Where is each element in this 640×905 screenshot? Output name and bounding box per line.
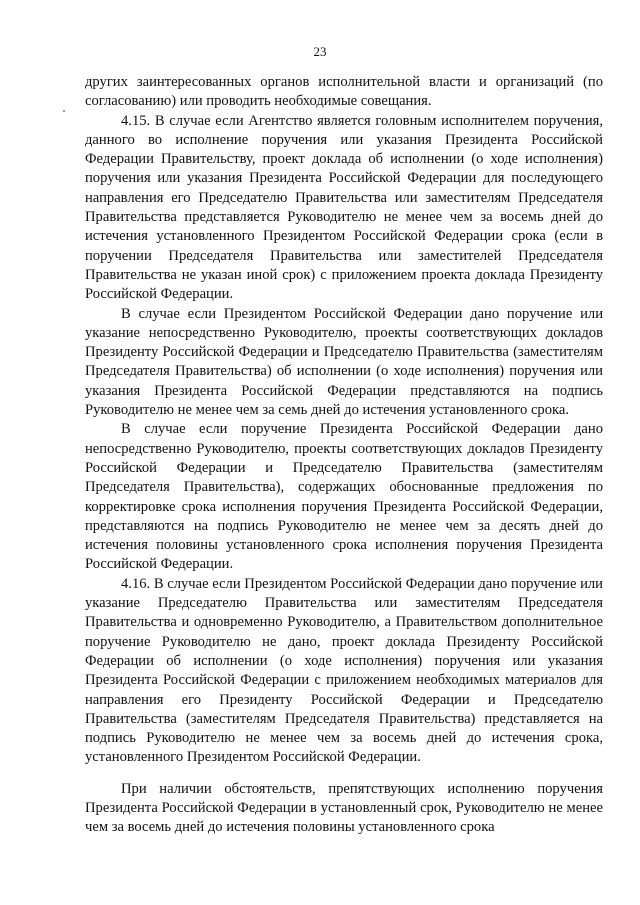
- page-number: 23: [313, 44, 327, 59]
- paragraph-deadline-adjustment: В случае если поручение Президента Российской Федерации дано непосредственно Руководителю, проекты соответствующих докладов Президенту Российской Федерации и Председателю Правительства (заместителям Председателя Правительства), содержащих обоснованные предложения по корректировке срока исполнения поручения Президента Российской Федерации, представляются на подпись Руководителю не менее чем за десять дней до истечения половины установленного срока исполнения поручения Президента Российской Федерации.: [85, 421, 603, 573]
- body-text: [85, 73, 603, 838]
- paragraph-4-15: 4.15. В случае если Агентство является головным исполнителем поручения, данного во исполнение поручения или указания Президента Российской Федерации Правительству, проект доклада об исполнении (о ходе исполнения) поручения или указания Президента Российской Федерации для последующего направления его Председателю Правительства или заместителям Председателя Правительства представляется Руководителю не менее чем за восемь дней до истечения установленного Президентом Российской Федерации срока (если в поручении Председателя Правительства или заместителей Председателя Правительства не указан иной срок) с приложением проекта доклада Президенту Российской Федерации.: [85, 112, 603, 303]
- paragraph-obstacles: При наличии обстоятельств, препятствующих исполнению поручения Президента Российской Федерации в установленный срок, Руководителю не менее чем за восемь дней до истечения половины установленного срока: [85, 780, 603, 836]
- paragraph-continuation: других заинтересованных органов исполнительной власти и организаций (по согласованию) или проводить необходимые совещания.: [85, 74, 603, 110]
- paragraph-direct-instruction: В случае если Президентом Российской Федерации дано поручение или указание непосредственно Руководителю, проекты соответствующих докладов Президенту Российской Федерации и Председателю Правительства (заместителям Председателя Правительства) об исполнении (о ходе исполнения) поручения или указания Президента Российской Федерации представляются на подпись Руководителю не менее чем за семь дней до истечения установленного срока.: [85, 305, 603, 419]
- scan-speck: [63, 110, 65, 112]
- paragraph-4-16: 4.16. В случае если Президентом Российской Федерации дано поручение или указание Председателю Правительства или заместителям Председателя Правительства и одновременно Руководителю, а Правительством дополнительное поручение Руководителю не дано, проект доклада Президенту Российской Федерации об исполнении (о ходе исполнения) поручения или указания Президента Российской Федерации с приложением необходимых материалов для направления его Президенту Российской Федерации и Председателю Правительства (заместителям Председателя Правительства) представляется на подпись Руководителю не менее чем за восемь дней до истечения срока, установленного Президентом Российской Федерации.: [85, 575, 603, 766]
